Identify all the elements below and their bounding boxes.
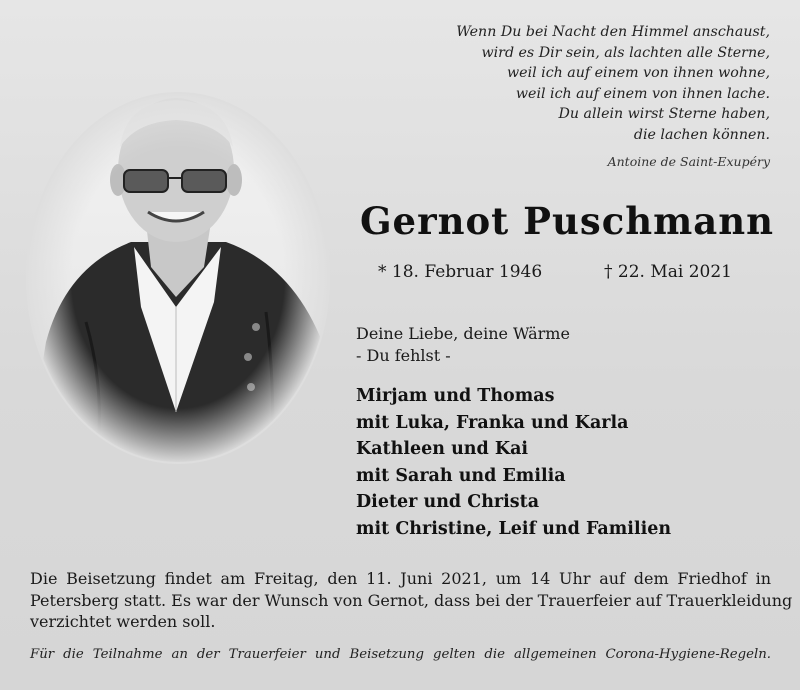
quote-line: die lachen können.: [633, 126, 770, 143]
quote-author: Antoine de Saint-Exupéry: [607, 154, 770, 169]
quote-line: wird es Dir sein, als lachten alle Sterne,: [481, 44, 770, 61]
death-date: † 22. Mai 2021: [604, 262, 732, 282]
birth-date: * 18. Februar 1946: [378, 262, 543, 282]
dedication-line: - Du fehlst -: [356, 346, 451, 365]
quote-block: [350, 22, 770, 145]
dedication: [356, 323, 570, 367]
family-member: mit Christine, Leif und Familien: [356, 518, 672, 539]
portrait-photo: [26, 92, 331, 464]
family-member: mit Sarah und Emilia: [356, 465, 566, 486]
family-member: Mirjam und Thomas: [356, 386, 555, 406]
family-member: Kathleen und Kai: [356, 439, 529, 460]
quote-line: Du allein wirst Sterne haben,: [558, 106, 770, 122]
funeral-info-line: verzichtet werden soll.: [30, 612, 216, 631]
dedication-line: Deine Liebe, deine Wärme: [356, 324, 570, 343]
family-member: Dieter und Christa: [356, 492, 540, 513]
funeral-info-line: Die Beisetzung findet am Freitag, den 11. Juni 2021, um 14 Uhr auf dem Friedhof in: [30, 569, 771, 588]
quote-line: Wenn Du bei Nacht den Himmel anschaust,: [456, 24, 770, 40]
family-list: [356, 383, 671, 543]
corona-note: Für die Teilnahme an der Trauerfeier und Beisetzung gelten die allgemeinen Corona-Hygiene-Regeln.: [30, 647, 771, 662]
deceased-name: Gernot Puschmann: [359, 199, 775, 243]
funeral-info: [30, 568, 793, 633]
quote-line: weil ich auf einem von ihnen lache.: [515, 85, 770, 102]
family-member: mit Luka, Franka und Karla: [356, 412, 629, 433]
funeral-info-line: Petersberg statt. Es war der Wunsch von Gernot, dass bei der Trauerfeier auf Trauerkleidung: [30, 590, 793, 610]
quote-line: weil ich auf einem von ihnen wohne,: [507, 65, 770, 81]
